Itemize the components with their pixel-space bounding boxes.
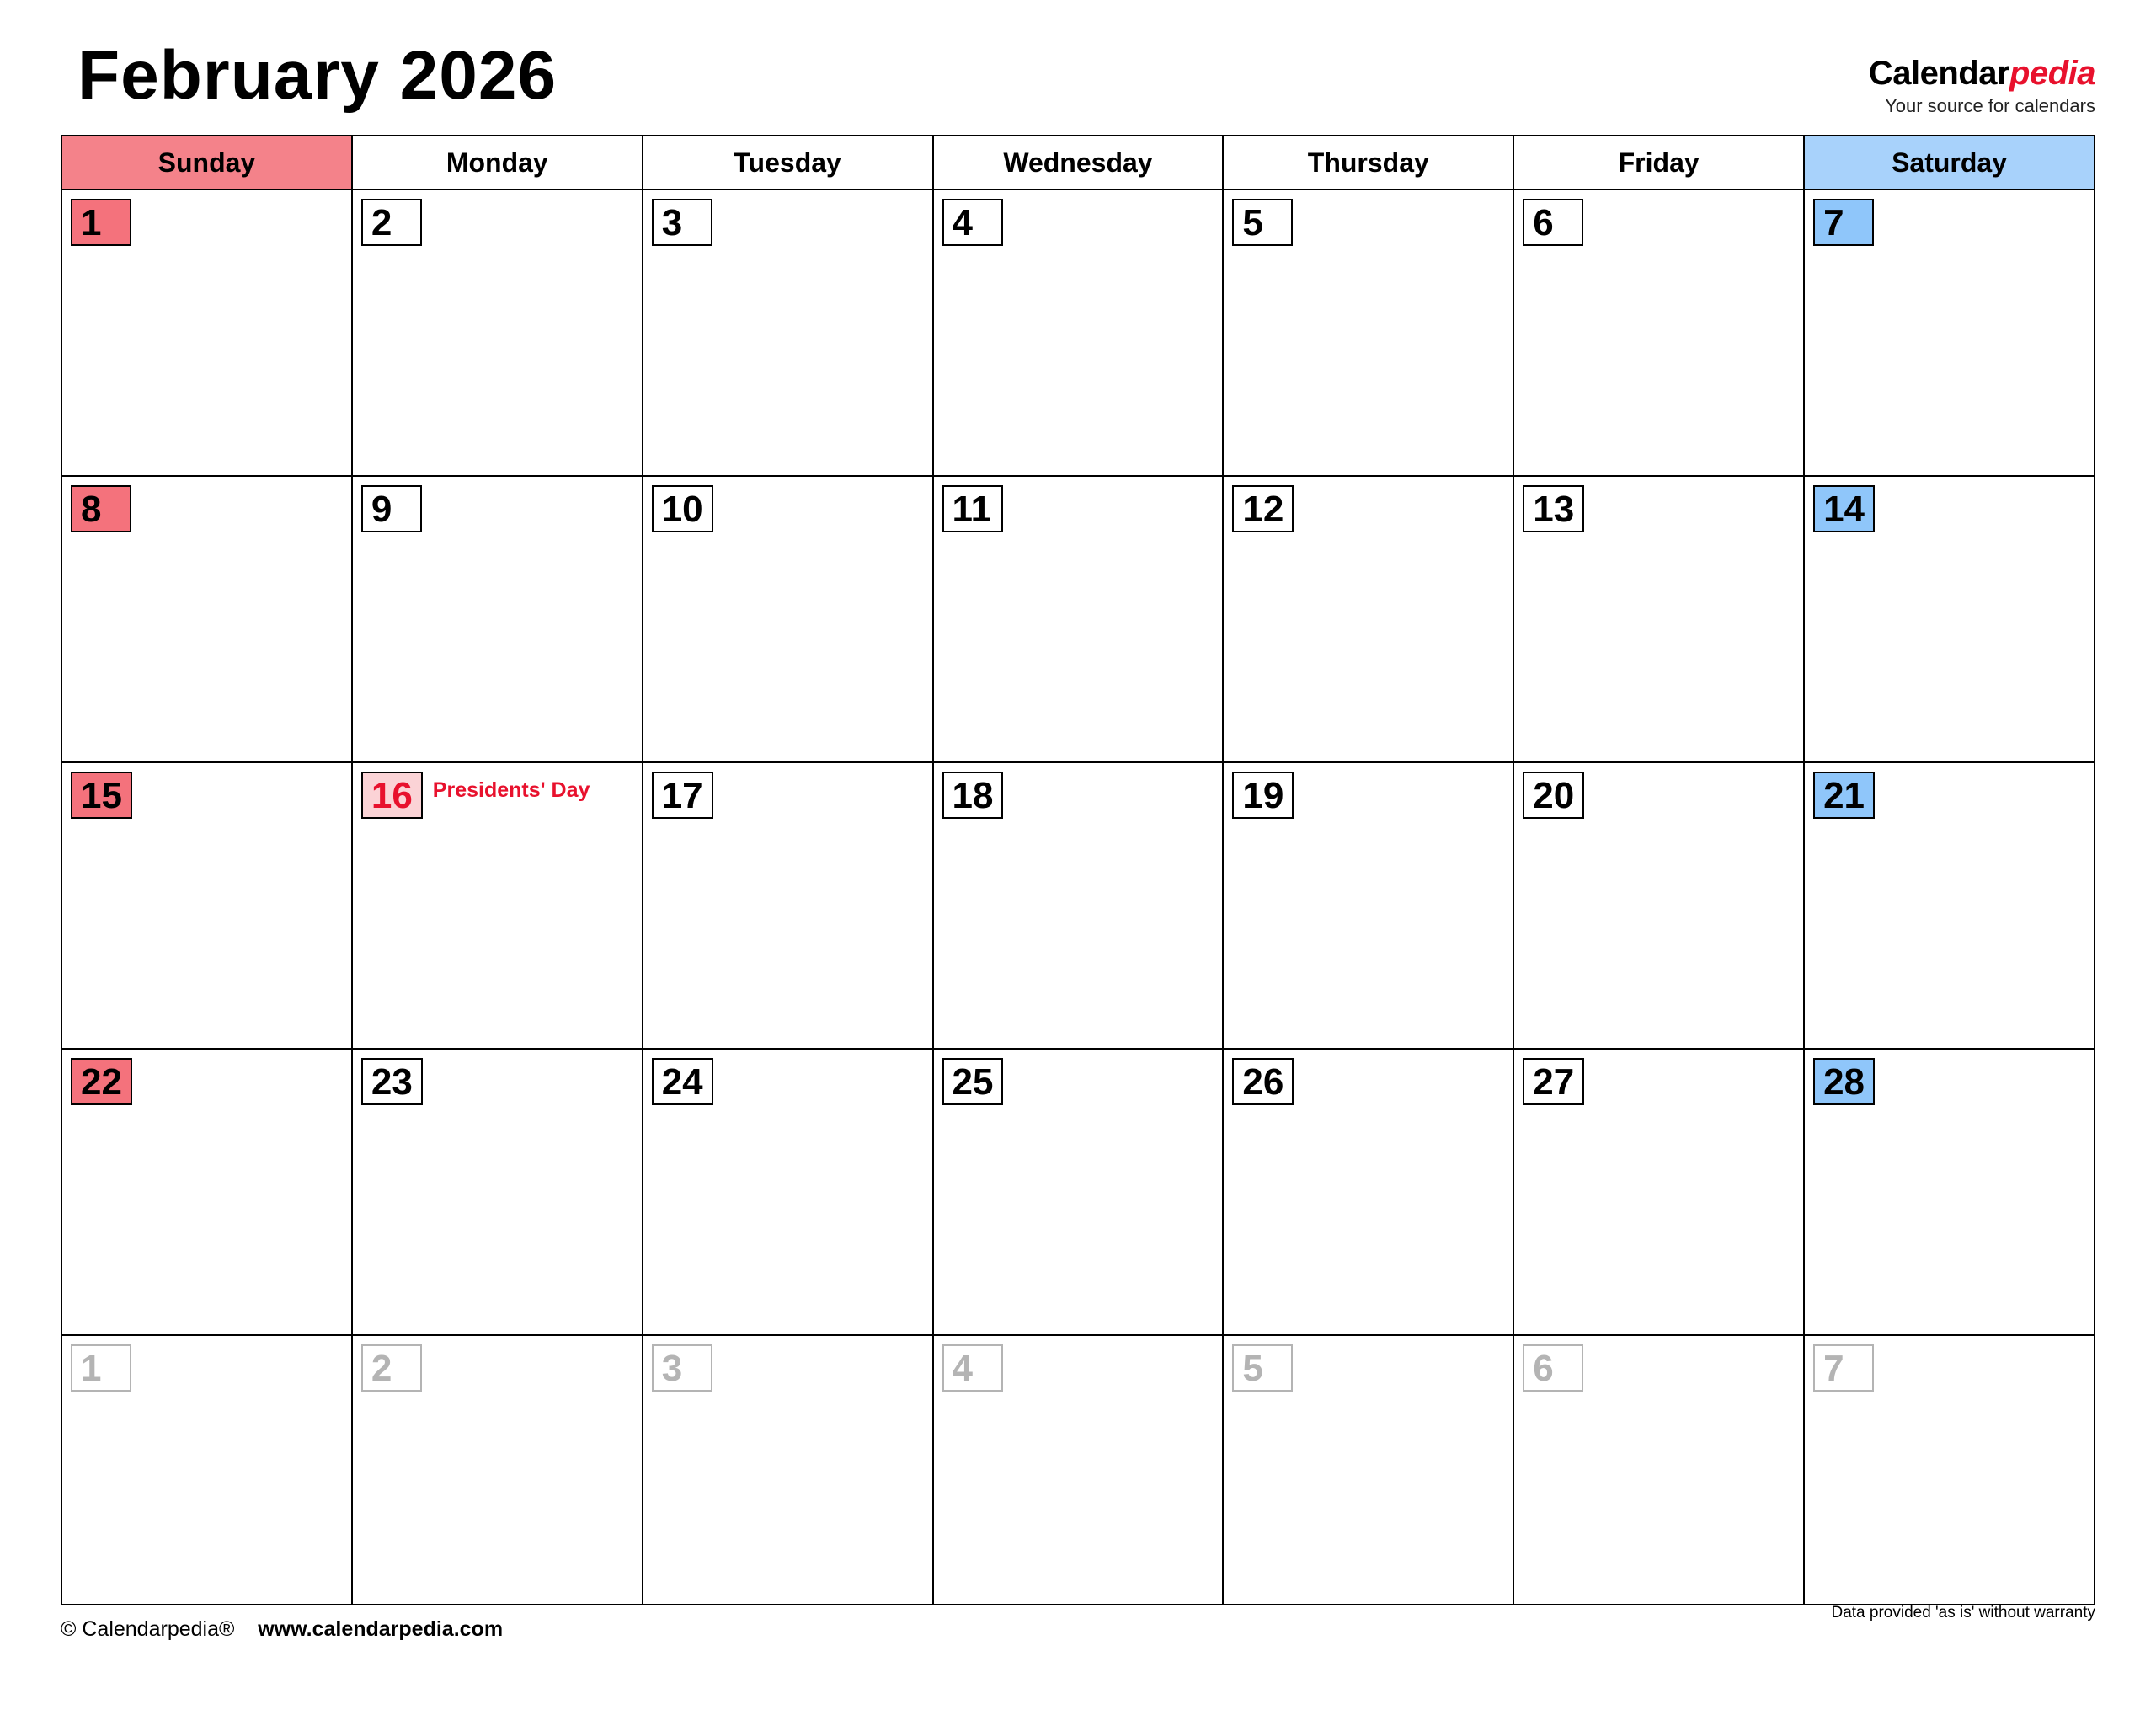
day-top	[934, 1336, 1223, 1392]
day-number: 16	[361, 772, 423, 819]
day-top	[1224, 190, 1513, 246]
calendar-week-row	[61, 762, 2095, 1049]
day-cell[interactable]	[1223, 762, 1513, 1049]
weekday-header-friday: Friday	[1513, 136, 1804, 190]
day-cell-holiday[interactable]	[352, 762, 643, 1049]
calendar-week-row	[61, 476, 2095, 762]
day-top	[353, 190, 642, 246]
day-number: 4	[942, 1344, 1003, 1392]
day-cell[interactable]	[1513, 190, 1804, 476]
page-title: February 2026	[77, 37, 558, 114]
day-cell[interactable]	[1804, 190, 2095, 476]
day-number: 13	[1523, 485, 1584, 532]
day-top	[1805, 763, 2094, 819]
day-cell[interactable]	[1513, 1049, 1804, 1335]
day-cell-outside[interactable]	[61, 1335, 352, 1605]
page-header	[61, 34, 2095, 135]
day-cell[interactable]	[61, 476, 352, 762]
calendar-week-row	[61, 190, 2095, 476]
day-number: 10	[652, 485, 713, 532]
day-top	[1224, 763, 1513, 819]
day-number: 17	[652, 772, 713, 819]
day-cell[interactable]	[61, 762, 352, 1049]
day-top	[643, 190, 932, 246]
day-top	[62, 190, 351, 246]
day-cell[interactable]	[1513, 476, 1804, 762]
day-cell[interactable]	[1804, 476, 2095, 762]
day-number: 24	[652, 1058, 713, 1105]
day-cell[interactable]	[1223, 190, 1513, 476]
day-cell[interactable]	[1804, 1049, 2095, 1335]
day-number: 8	[71, 485, 131, 532]
day-cell[interactable]	[1223, 476, 1513, 762]
brand-name-main: Calendar	[1868, 55, 2010, 92]
day-number: 3	[652, 1344, 712, 1392]
weekday-header-row	[61, 136, 2095, 190]
day-number: 25	[942, 1058, 1004, 1105]
brand-tagline: Your source for calendars	[1885, 95, 2095, 116]
day-top	[62, 477, 351, 532]
day-top	[1514, 190, 1803, 246]
holiday-label: Presidents' Day	[432, 778, 590, 802]
day-top	[1224, 1050, 1513, 1105]
day-top	[1514, 1050, 1803, 1105]
footer-copyright	[61, 1617, 2095, 1642]
day-cell[interactable]	[933, 190, 1224, 476]
weekday-header-wednesday: Wednesday	[933, 136, 1224, 190]
calendar-week-row	[61, 1335, 2095, 1605]
weekday-header-thursday: Thursday	[1223, 136, 1513, 190]
day-number: 28	[1813, 1058, 1875, 1105]
day-number: 7	[1813, 199, 1874, 246]
weekday-header-tuesday: Tuesday	[643, 136, 933, 190]
day-top	[353, 763, 642, 819]
day-cell[interactable]	[1223, 1049, 1513, 1335]
brand-name-accent: pedia	[2009, 55, 2095, 92]
day-cell[interactable]	[61, 190, 352, 476]
day-cell[interactable]	[933, 1049, 1224, 1335]
day-top	[1514, 477, 1803, 532]
day-number: 19	[1232, 772, 1294, 819]
day-cell[interactable]	[933, 476, 1224, 762]
day-number: 21	[1813, 772, 1875, 819]
day-cell[interactable]	[643, 476, 933, 762]
day-number: 1	[71, 1344, 131, 1392]
day-top	[1805, 1336, 2094, 1392]
day-top	[62, 1050, 351, 1105]
day-top	[934, 1050, 1223, 1105]
day-number: 22	[71, 1058, 132, 1105]
day-number: 2	[361, 199, 422, 246]
day-top	[353, 1050, 642, 1105]
day-number: 2	[361, 1344, 422, 1392]
day-top	[62, 1336, 351, 1392]
day-cell-outside[interactable]	[1223, 1335, 1513, 1605]
day-cell[interactable]	[352, 476, 643, 762]
brand-name	[1869, 54, 2095, 93]
day-cell[interactable]	[352, 190, 643, 476]
copyright-text: © Calendarpedia®	[61, 1617, 235, 1641]
day-cell[interactable]	[643, 762, 933, 1049]
day-cell[interactable]	[352, 1049, 643, 1335]
day-top	[353, 477, 642, 532]
day-top	[643, 1336, 932, 1392]
day-number: 26	[1232, 1058, 1294, 1105]
day-cell-outside[interactable]	[1513, 1335, 1804, 1605]
page-footer	[61, 1604, 2095, 1651]
day-top	[353, 1336, 642, 1392]
day-top	[643, 477, 932, 532]
day-number: 3	[652, 199, 712, 246]
day-top	[62, 763, 351, 819]
weekday-header-monday: Monday	[352, 136, 643, 190]
day-cell-outside[interactable]	[643, 1335, 933, 1605]
day-cell-outside[interactable]	[352, 1335, 643, 1605]
day-cell[interactable]	[1513, 762, 1804, 1049]
day-top	[934, 190, 1223, 246]
day-number: 11	[942, 485, 1003, 532]
day-number: 4	[942, 199, 1003, 246]
day-cell[interactable]	[1804, 762, 2095, 1049]
day-cell[interactable]	[643, 1049, 933, 1335]
brand-logo	[1869, 54, 2095, 118]
day-top	[1805, 190, 2094, 246]
day-cell[interactable]	[643, 190, 933, 476]
day-number: 1	[71, 199, 131, 246]
day-top	[1224, 477, 1513, 532]
day-number: 5	[1232, 1344, 1293, 1392]
day-top	[643, 1050, 932, 1105]
day-cell[interactable]	[61, 1049, 352, 1335]
footer-website-link[interactable]: www.calendarpedia.com	[258, 1617, 504, 1641]
day-top	[1514, 763, 1803, 819]
day-number: 7	[1813, 1344, 1874, 1392]
day-number: 18	[942, 772, 1004, 819]
day-number: 6	[1523, 1344, 1583, 1392]
day-top	[934, 763, 1223, 819]
day-top	[1224, 1336, 1513, 1392]
day-cell[interactable]	[933, 762, 1224, 1049]
day-number: 14	[1813, 485, 1875, 532]
weekday-header-saturday: Saturday	[1804, 136, 2095, 190]
day-top	[1514, 1336, 1803, 1392]
day-cell-outside[interactable]	[933, 1335, 1224, 1605]
day-number: 20	[1523, 772, 1584, 819]
day-number: 12	[1232, 485, 1294, 532]
day-top	[1805, 477, 2094, 532]
calendar-grid	[61, 135, 2095, 1605]
day-top	[1805, 1050, 2094, 1105]
day-number: 15	[71, 772, 132, 819]
day-number: 27	[1523, 1058, 1584, 1105]
day-number: 6	[1523, 199, 1583, 246]
day-number: 9	[361, 485, 422, 532]
weekday-header-sunday: Sunday	[61, 136, 352, 190]
day-number: 5	[1232, 199, 1293, 246]
footer-disclaimer: Data provided 'as is' without warranty	[1831, 1604, 2095, 1622]
day-top	[643, 763, 932, 819]
day-top	[934, 477, 1223, 532]
day-number: 23	[361, 1058, 423, 1105]
calendar-week-row	[61, 1049, 2095, 1335]
day-cell-outside[interactable]	[1804, 1335, 2095, 1605]
